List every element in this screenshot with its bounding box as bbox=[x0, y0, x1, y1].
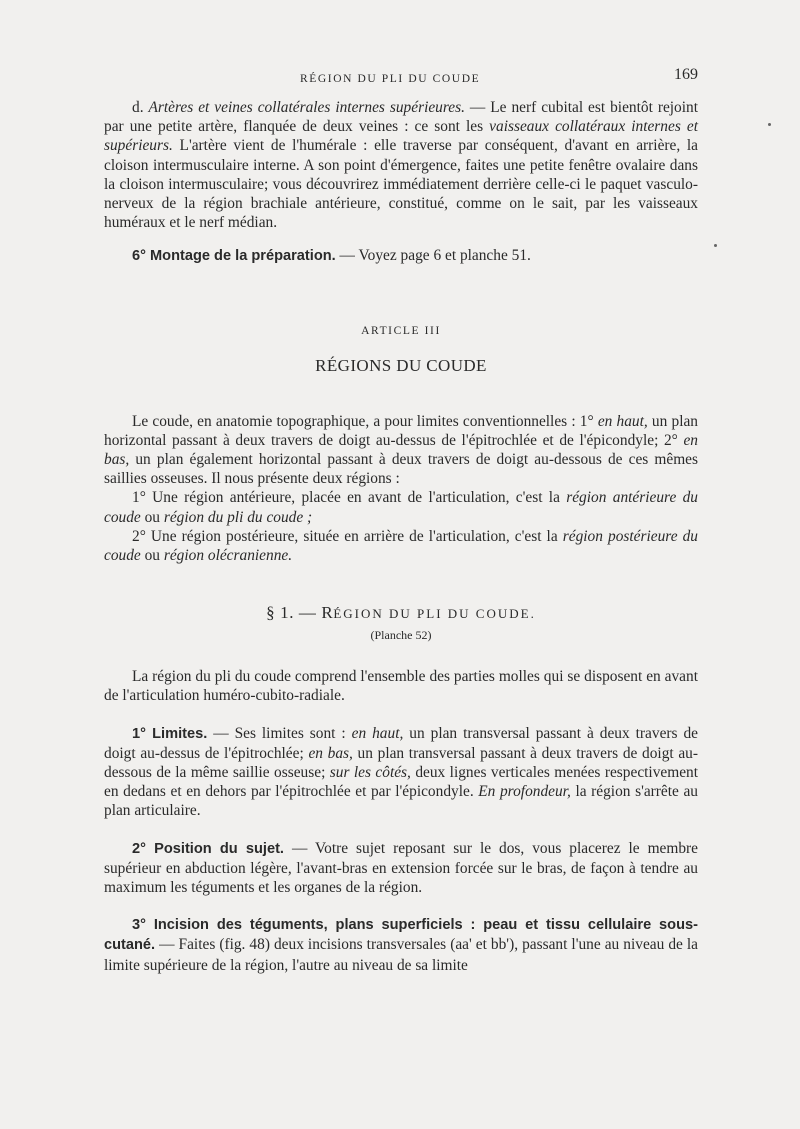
paragraph-text: Le coude, en anatomie topographique, a pour limites conventionnelles : 1° bbox=[132, 412, 598, 430]
paragraph-text: 2° Une région postérieure, située en arrière de l'articulation, c'est la bbox=[132, 527, 563, 545]
paragraph-text: — Ses limites sont : bbox=[207, 724, 352, 742]
italic-term: vaisseaux collatéraux internes et supérieurs. bbox=[104, 118, 698, 155]
paragraph-heading: 2° Position du sujet. bbox=[132, 840, 284, 857]
italic-term: sur les côtés, bbox=[329, 764, 411, 782]
italic-term: en haut, bbox=[351, 724, 404, 742]
article-label: ARTICLE III bbox=[361, 324, 441, 337]
paragraph-intro bbox=[104, 412, 698, 489]
scan-speck bbox=[768, 123, 771, 126]
italic-term: région postérieure du coude bbox=[104, 527, 699, 565]
paragraph-text: deux lignes verticales menées respectivement en dedans et en dehors par l'épitrochlée et par l'épicondyle. bbox=[104, 764, 699, 801]
paragraph-text: ou bbox=[140, 547, 164, 565]
paragraph-text: 1° Une région antérieure, placée en avant de l'articulation, c'est la bbox=[132, 489, 567, 507]
paragraph-limits bbox=[104, 724, 698, 821]
paragraph-text: — Le nerf cubital est bientôt rejoint par une petite artère, flanquée de deux veines : ce sont les bbox=[104, 99, 698, 136]
paragraph-label: d. bbox=[132, 99, 144, 116]
paragraph-title: Artères et veines collatérales internes supérieures. bbox=[148, 99, 465, 116]
paragraph-text: ou bbox=[140, 508, 164, 526]
paragraph-mounting bbox=[104, 246, 698, 266]
italic-term: en haut, bbox=[597, 412, 648, 430]
paragraph-text: un plan transversal passant à deux travers de doigt au-dessus de l'épitrochlée; bbox=[104, 724, 699, 762]
paragraph-text: — Votre sujet reposant sur le dos, vous placerez le membre supérieur en abduction légère, l'avant-bras en extension forcée sur le bras, de façon à tendre au maximum les téguments et les organes de la région. bbox=[104, 839, 698, 897]
paragraph-text: la région s'arrête au plan articulaire. bbox=[104, 783, 699, 820]
scan-speck bbox=[714, 244, 717, 247]
paragraph-position bbox=[104, 839, 698, 898]
italic-term: région du pli du coude ; bbox=[163, 508, 313, 526]
article-title: RÉGIONS DU COUDE bbox=[315, 355, 487, 375]
italic-term: en bas, bbox=[308, 744, 353, 762]
paragraph-heading: 3° Incision des téguments, plans superficiels : peau et tissu cellulaire souscutané. bbox=[104, 917, 698, 954]
paragraph-text: — Faites (fig. 48) deux incisions transversales (aa' et bb'), passant l'une au niveau de la limite supérieure de la région, l'autre au niveau de sa limite bbox=[104, 936, 698, 974]
page-number: 169 bbox=[674, 66, 698, 83]
italic-term: région olécranienne. bbox=[163, 547, 293, 565]
paragraph-section-intro: La région du pli du coude comprend l'ensemble des parties molles qui se disposent en avant de l'articulation huméro-cubito-radiale. bbox=[104, 668, 698, 705]
italic-term: en bas, bbox=[104, 431, 698, 469]
paragraph-text: L'artère vient de l'humérale : elle traverse par conséquent, d'avant en arrière, la cloison intermusculaire interne. A son point d'émergence, faites une petite fenêtre ovalaire dans la cloison intermusculaire; vous découvrirez immédiatement derrière celle-ci le paquet vasculo-nerveux de la région brachiale antérieure, constitué, comme on le sait, par les vaisseaux huméraux et le nerf médian. bbox=[104, 137, 698, 232]
italic-term: région antérieure du coude bbox=[104, 489, 698, 526]
paragraph-text: un plan transversal passant à deux travers de doigt au-dessous de la même saillie osseuse; bbox=[104, 744, 698, 782]
page-header bbox=[104, 66, 698, 90]
running-title: RÉGION DU PLI DU COUDE bbox=[300, 73, 481, 85]
paragraph-heading: 1° Limites. bbox=[132, 725, 208, 742]
list-item-posterior bbox=[104, 527, 698, 565]
section-title-text: ÉGION DU PLI DU COUDE. bbox=[333, 606, 536, 622]
list-item-anterior bbox=[104, 488, 698, 526]
paragraph-text: un plan horizontal passant à deux travers de doigt au-dessus de l'épitrochlée et de l'épicondyle; 2° bbox=[104, 412, 698, 449]
page-body bbox=[104, 98, 698, 975]
paragraph-incision bbox=[104, 915, 698, 975]
paragraph-text: un plan également horizontal passant à deux travers de doigt au-dessous de ces mêmes saillies osseuses. Il nous présente deux régions : bbox=[104, 451, 698, 488]
italic-term: En profondeur, bbox=[478, 783, 571, 801]
section-number: § 1. — R bbox=[266, 603, 334, 623]
section-title bbox=[104, 603, 698, 624]
paragraph-text: — Voyez page 6 et planche 51. bbox=[335, 247, 531, 265]
plate-reference: (Planche 52) bbox=[370, 628, 432, 643]
paragraph-heading: 6° Montage de la préparation. bbox=[132, 248, 336, 265]
paragraph-arteries bbox=[104, 98, 698, 232]
